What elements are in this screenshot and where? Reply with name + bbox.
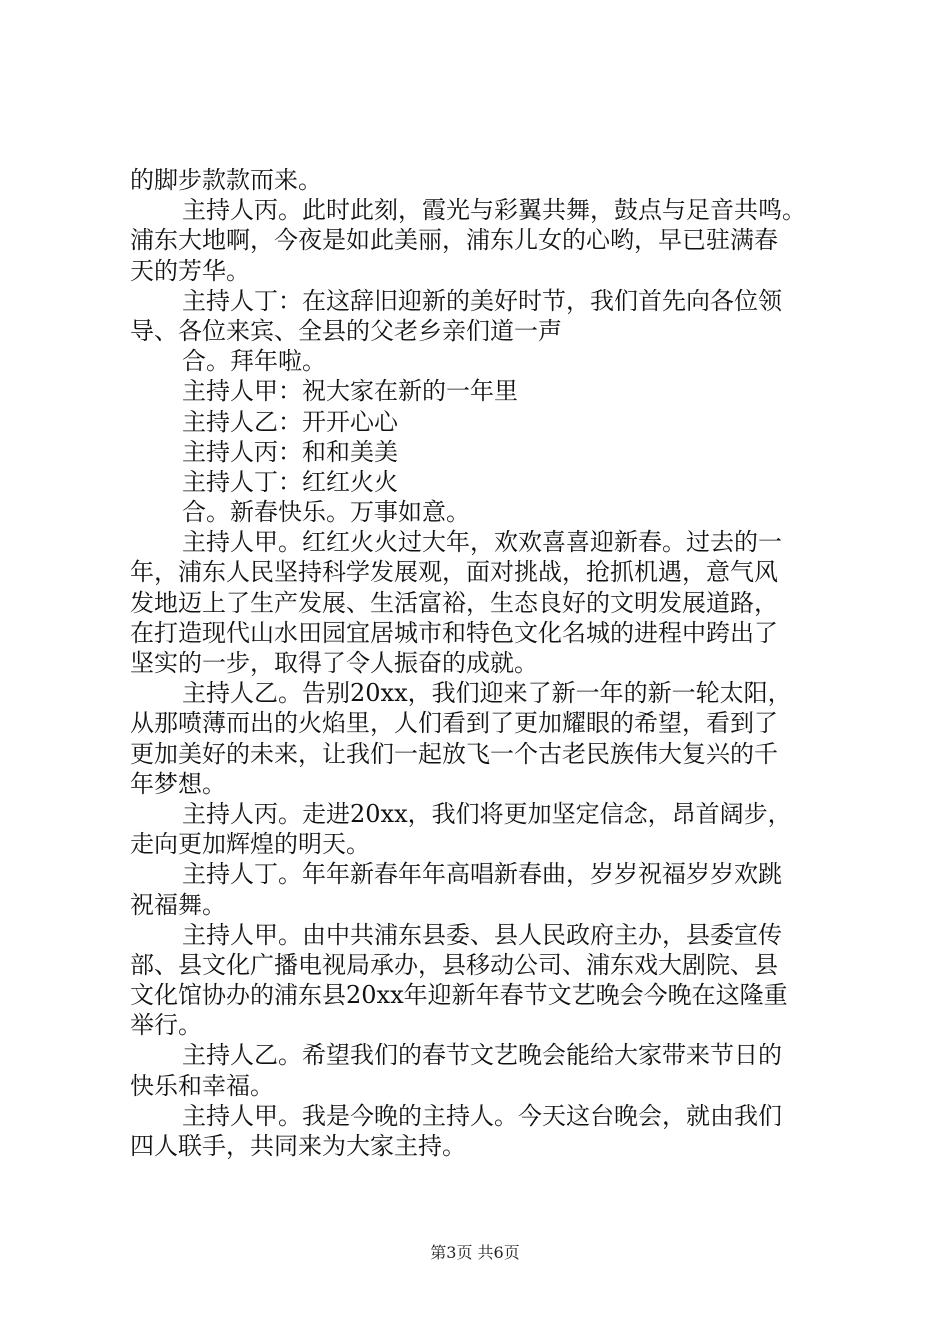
page-footer: 第3页 共6页 bbox=[430, 1243, 520, 1262]
text-line: 主持人甲。我是今晚的主持人。今天这台晚会，就由我们 bbox=[182, 1101, 782, 1130]
text-line: 合。新春快乐。万事如意。 bbox=[182, 498, 470, 527]
text-line: 主持人乙。希望我们的春节文艺晚会能给大家带来节日的 bbox=[182, 1041, 782, 1070]
text-line: 主持人甲。由中共浦东县委、县人民政府主办，县委宣传 bbox=[182, 920, 782, 949]
text-line: 主持人丁：红红火火 bbox=[182, 467, 398, 496]
text-line: 主持人丙：和和美美 bbox=[182, 437, 398, 466]
text-line: 天的芳华。 bbox=[130, 256, 250, 285]
text-line: 祝福舞。 bbox=[130, 890, 226, 919]
text-line: 年，浦东人民坚持科学发展观，面对挑战，抢抓机遇，意气风 bbox=[130, 558, 778, 587]
text-line: 主持人丙。此时此刻，霞光与彩翼共舞，鼓点与足音共鸣。 bbox=[182, 196, 806, 225]
text-line: 主持人乙：开开心心 bbox=[182, 407, 398, 436]
text-line: 主持人丙。走进20xx，我们将更加坚定信念，昂首阔步， bbox=[182, 799, 792, 828]
text-line: 快乐和幸福。 bbox=[130, 1071, 274, 1100]
text-line: 部、县文化广播电视局承办，县移动公司、浦东戏大剧院、县 bbox=[130, 950, 778, 979]
text-line: 合。拜年啦。 bbox=[182, 347, 326, 376]
text-line: 从那喷薄而出的火焰里，人们看到了更加耀眼的希望，看到了 bbox=[130, 709, 778, 738]
document-body bbox=[130, 165, 850, 1161]
text-line: 主持人甲：祝大家在新的一年里 bbox=[182, 377, 518, 406]
text-line: 发地迈上了生产发展、生活富裕，生态良好的文明发展道路， bbox=[130, 588, 778, 617]
text-line: 的脚步款款而来。 bbox=[130, 166, 322, 194]
text-line: 文化馆协办的浦东县20xx年迎新年春节文艺晚会今晚在这隆重 bbox=[130, 981, 788, 1010]
text-line: 四人联手，共同来为大家主持。 bbox=[130, 1132, 466, 1160]
text-line: 主持人丁：在这辞旧迎新的美好时节，我们首先向各位领 bbox=[182, 286, 782, 315]
text-line: 主持人丁。年年新春年年高唱新春曲，岁岁祝福岁岁欢跳 bbox=[182, 860, 782, 889]
text-line: 主持人甲。红红火火过大年，欢欢喜喜迎新春。过去的一 bbox=[182, 528, 782, 557]
text-line: 主持人乙。告别20xx，我们迎来了新一年的新一轮太阳， bbox=[182, 679, 792, 708]
text-line: 浦东大地啊，今夜是如此美丽，浦东儿女的心哟，早已驻满春 bbox=[130, 226, 778, 255]
text-line: 年梦想。 bbox=[130, 769, 226, 798]
text-line: 导、各位来宾、全县的父老乡亲们道一声 bbox=[130, 316, 562, 345]
text-line: 更加美好的未来，让我们一起放飞一个古老民族伟大复兴的千 bbox=[130, 739, 778, 768]
text-line: 举行。 bbox=[130, 1011, 202, 1040]
text-line: 坚实的一步，取得了令人振奋的成就。 bbox=[130, 649, 538, 677]
text-line: 走向更加辉煌的明天。 bbox=[130, 830, 370, 859]
text-line: 在打造现代山水田园宜居城市和特色文化名城的进程中跨出了 bbox=[130, 618, 778, 647]
